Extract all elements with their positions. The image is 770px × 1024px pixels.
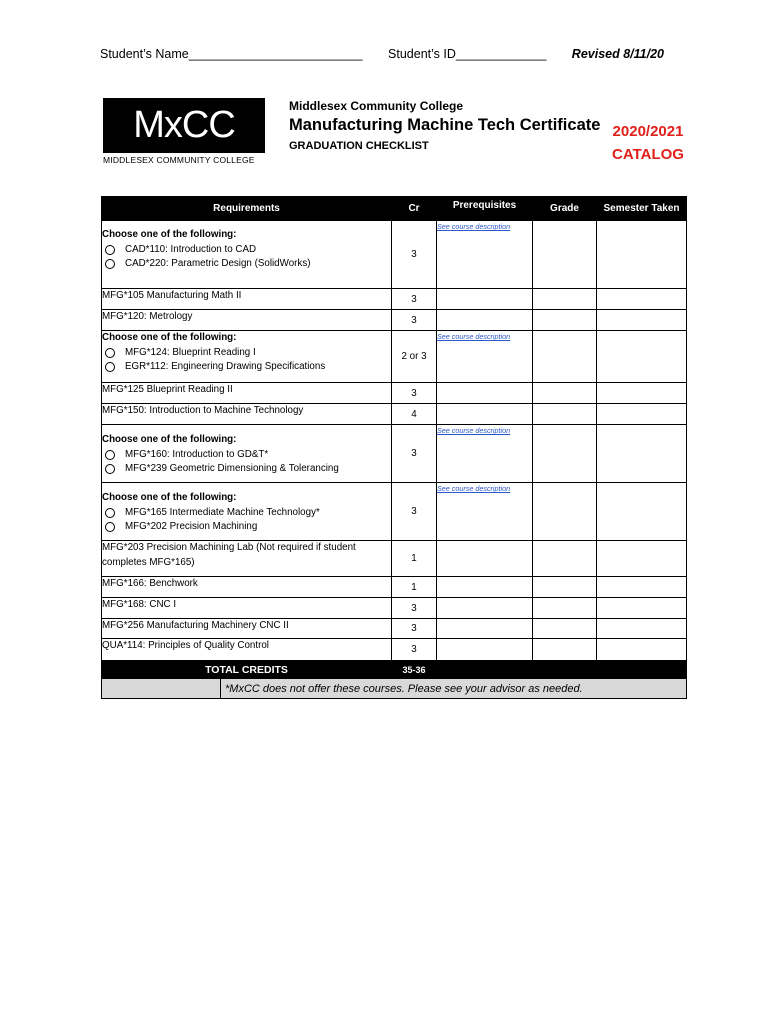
table-row — [102, 619, 687, 639]
footnote-text: *MxCC does not offer these courses. Please see your advisor as needed. — [220, 679, 583, 698]
credits-cell: 3 — [392, 383, 437, 404]
prerequisites-cell — [437, 404, 533, 425]
total-credits-filler — [437, 661, 687, 679]
radio-bullet-icon[interactable] — [105, 450, 115, 460]
requirement-cell — [102, 483, 392, 541]
table-header-row — [102, 197, 687, 221]
grade-cell[interactable] — [533, 619, 597, 639]
credits-cell: 3 — [392, 619, 437, 639]
prerequisites-cell — [437, 639, 533, 661]
total-credits-value: 35-36 — [392, 661, 437, 679]
radio-bullet-icon[interactable] — [105, 508, 115, 518]
course-description-link[interactable]: See course description — [437, 426, 511, 435]
credits-cell: 3 — [392, 425, 437, 483]
requirement-cell — [102, 221, 392, 289]
page-title: Manufacturing Machine Tech Certificate — [289, 116, 601, 134]
column-header-requirements: Requirements — [102, 197, 392, 221]
option-item[interactable] — [102, 448, 391, 463]
table-row — [102, 289, 687, 310]
total-credits-label: TOTAL CREDITS — [102, 661, 392, 679]
revised-date: Revised 8/11/20 — [571, 47, 664, 61]
grade-cell[interactable] — [533, 289, 597, 310]
footnote-cell — [102, 679, 687, 699]
prerequisites-cell — [437, 541, 533, 577]
footnote-spacer — [102, 679, 220, 698]
credits-cell: 4 — [392, 404, 437, 425]
choose-one-label: Choose one of the following: — [102, 434, 237, 445]
option-label: EGR*112: Engineering Drawing Specifications — [125, 361, 326, 372]
grade-cell[interactable] — [533, 425, 597, 483]
semester-cell[interactable] — [597, 404, 687, 425]
option-label: MFG*202 Precision Machining — [125, 521, 258, 532]
prerequisites-cell — [437, 331, 533, 383]
student-name-field[interactable]: Student’s Name_________________________ — [100, 47, 363, 61]
column-header-prerequisites: Prerequisites — [437, 197, 533, 221]
course-description-link[interactable]: See course description — [437, 332, 511, 341]
grade-cell[interactable] — [533, 483, 597, 541]
table-row — [102, 577, 687, 598]
table-row — [102, 310, 687, 331]
prerequisites-cell — [437, 598, 533, 619]
table-row — [102, 331, 687, 383]
option-label: MFG*165 Intermediate Machine Technology* — [125, 506, 320, 518]
catalog-label: CATALOG — [612, 146, 684, 163]
option-label: MFG*160: Introduction to GD&T* — [125, 448, 269, 460]
table-row — [102, 639, 687, 661]
table-row — [102, 425, 687, 483]
semester-cell[interactable] — [597, 331, 687, 383]
table-row — [102, 404, 687, 425]
grade-cell[interactable] — [533, 331, 597, 383]
semester-cell[interactable] — [597, 310, 687, 331]
option-item[interactable] — [102, 462, 391, 477]
credits-cell: 3 — [392, 483, 437, 541]
table-row — [102, 383, 687, 404]
choose-one-label: Choose one of the following: — [102, 492, 237, 503]
requirements-table — [101, 196, 687, 699]
requirement-cell: MFG*120: Metrology — [102, 310, 392, 331]
table-row — [102, 221, 687, 289]
page-subtitle: GRADUATION CHECKLIST — [289, 140, 429, 152]
prerequisites-cell — [437, 383, 533, 404]
catalog-year — [605, 120, 691, 166]
option-label: MFG*239 Geometric Dimensioning & Tolerancing — [125, 463, 339, 474]
option-item[interactable] — [102, 257, 391, 272]
choose-one-label: Choose one of the following: — [102, 332, 237, 343]
semester-cell[interactable] — [597, 598, 687, 619]
requirement-cell: MFG*125 Blueprint Reading II — [102, 383, 392, 404]
requirement-cell — [102, 425, 392, 483]
semester-cell[interactable] — [597, 577, 687, 598]
semester-cell[interactable] — [597, 289, 687, 310]
radio-bullet-icon[interactable] — [105, 362, 115, 372]
grade-cell[interactable] — [533, 639, 597, 661]
table-row — [102, 483, 687, 541]
semester-cell[interactable] — [597, 639, 687, 661]
requirement-cell — [102, 331, 392, 383]
option-label: MFG*124: Blueprint Reading I — [125, 346, 256, 358]
radio-bullet-icon[interactable] — [105, 348, 115, 358]
option-label: CAD*220: Parametric Design (SolidWorks) — [125, 258, 311, 269]
semester-cell[interactable] — [597, 619, 687, 639]
requirement-cell: MFG*166: Benchwork — [102, 577, 392, 598]
grade-cell[interactable] — [533, 577, 597, 598]
credits-cell: 3 — [392, 310, 437, 331]
prerequisites-cell — [437, 619, 533, 639]
option-item[interactable] — [102, 243, 391, 258]
college-logo — [103, 98, 273, 168]
prerequisites-cell — [437, 221, 533, 289]
grade-cell[interactable] — [533, 541, 597, 577]
semester-cell[interactable] — [597, 483, 687, 541]
credits-cell: 1 — [392, 577, 437, 598]
option-item[interactable] — [102, 520, 391, 535]
requirement-cell: MFG*203 Precision Machining Lab (Not required if student completes MFG*165) — [102, 541, 392, 577]
requirement-cell: MFG*256 Manufacturing Machinery CNC II — [102, 619, 392, 639]
radio-bullet-icon[interactable] — [105, 259, 115, 269]
grade-cell[interactable] — [533, 383, 597, 404]
credits-cell: 3 — [392, 221, 437, 289]
logo-subtitle: MIDDLESEX COMMUNITY COLLEGE — [103, 155, 255, 165]
credits-cell: 1 — [392, 541, 437, 577]
table-row — [102, 598, 687, 619]
column-header-grade: Grade — [533, 197, 597, 221]
credits-cell: 3 — [392, 598, 437, 619]
semester-cell[interactable] — [597, 221, 687, 289]
requirement-cell: QUA*114: Principles of Quality Control — [102, 639, 392, 661]
option-item[interactable] — [102, 346, 391, 361]
choose-one-label: Choose one of the following: — [102, 229, 237, 240]
option-item[interactable] — [102, 360, 391, 375]
requirement-cell: MFG*105 Manufacturing Math II — [102, 289, 392, 310]
semester-cell[interactable] — [597, 425, 687, 483]
student-info-line — [100, 47, 664, 61]
semester-cell[interactable] — [597, 541, 687, 577]
student-id-field[interactable]: Student’s ID_____________ — [388, 47, 547, 61]
option-label: CAD*110: Introduction to CAD — [125, 243, 257, 255]
total-credits-row — [102, 661, 687, 679]
credits-cell: 2 or 3 — [392, 331, 437, 383]
logo-mark: MxCC — [103, 98, 265, 153]
footnote-row — [102, 679, 687, 699]
semester-cell[interactable] — [597, 383, 687, 404]
credits-cell: 3 — [392, 289, 437, 310]
column-header-semester: Semester Taken — [597, 197, 687, 221]
table-row — [102, 541, 687, 577]
requirement-cell: MFG*150: Introduction to Machine Technology — [102, 404, 392, 425]
grade-cell[interactable] — [533, 598, 597, 619]
column-header-credits: Cr — [392, 197, 437, 221]
course-description-link[interactable]: See course description — [437, 484, 511, 493]
grade-cell[interactable] — [533, 221, 597, 289]
credits-cell: 3 — [392, 639, 437, 661]
prerequisites-cell — [437, 577, 533, 598]
catalog-year-text: 2020/2021 — [612, 123, 684, 140]
radio-bullet-icon[interactable] — [105, 245, 115, 255]
requirement-cell: MFG*168: CNC I — [102, 598, 392, 619]
radio-bullet-icon[interactable] — [105, 522, 115, 532]
course-description-link[interactable]: See course description — [437, 222, 511, 231]
college-name: Middlesex Community College — [289, 99, 464, 113]
prerequisites-cell — [437, 310, 533, 331]
prerequisites-cell — [437, 289, 533, 310]
option-item[interactable] — [102, 506, 391, 521]
prerequisites-cell — [437, 483, 533, 541]
grade-cell[interactable] — [533, 310, 597, 331]
grade-cell[interactable] — [533, 404, 597, 425]
prerequisites-cell — [437, 425, 533, 483]
radio-bullet-icon[interactable] — [105, 464, 115, 474]
